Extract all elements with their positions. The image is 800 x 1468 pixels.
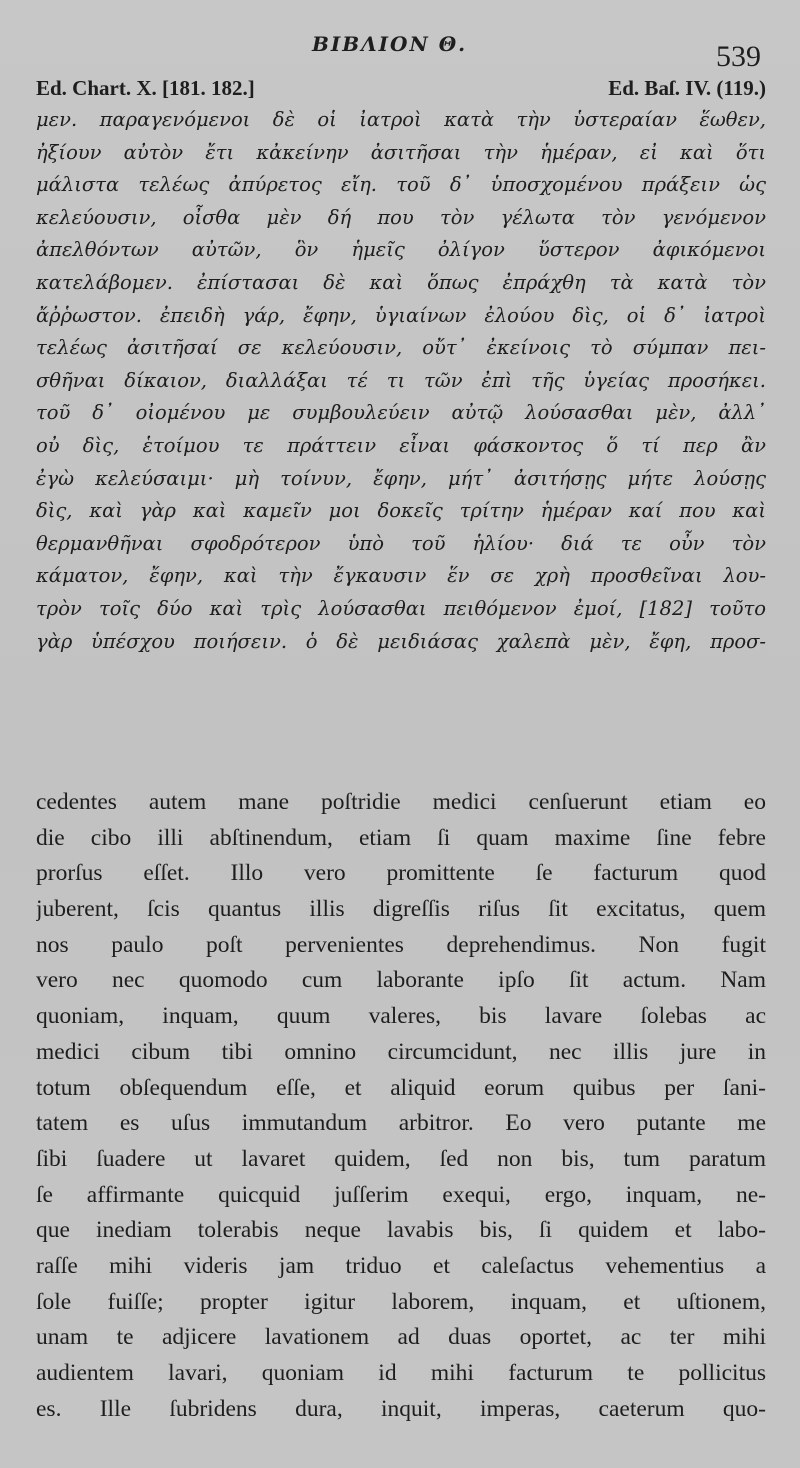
greek-line: μεν. παραγενόμενοι δὲ οἱ ἰατροὶ κατὰ τὴν ὑστεραίαν ἕωθεν, xyxy=(36,108,766,131)
greek-line: σθῆναι δίκαιον, διαλλάξαι τέ τι τῶν ἐπὶ τῆς ὑγείας προσήκει. xyxy=(36,368,766,392)
latin-translation-block xyxy=(36,785,766,1427)
greek-line: οὐ δὶς, ἑτοίμου τε πράττειν εἶναι φάσκοντος ὅ τί περ ἂν xyxy=(36,433,766,457)
greek-line: γὰρ ὑπέσχου ποιήσειν. ὁ δὲ μειδιάσας χαλεπὰ μὲν, ἔφη, προσ- xyxy=(36,629,766,653)
greek-line: τρὸν τοῖς δύο καὶ τρὶς λούσασθαι πειθόμενον ἐμοί, [182] τοῦτο xyxy=(36,596,766,620)
greek-line: ἀπελθόντων αὐτῶν, ὃν ἡμεῖς ὀλίγον ὕστερον ἀφικόμενοι xyxy=(36,238,766,262)
greek-line: κελεύουσιν, οἶσθα μὲν δή που τὸν γέλωτα τὸν γενόμενον xyxy=(36,205,766,229)
greek-line: τοῦ δ᾿ οἰομένου με συμβουλεύειν αὐτῷ λούσασθαι μὲν, ἀλλ᾿ xyxy=(36,401,766,425)
greek-line: θερμανθῆναι σφοδρότερον ὑπὸ τοῦ ἡλίου· διά τε οὖν τὸν xyxy=(36,531,766,555)
latin-line: juberent, ſcis quantus illis digreſſis riſus ſit excitatus, quem xyxy=(36,896,766,923)
latin-line: prorſus eſſet. Illo vero promittente ſe facturum quod xyxy=(36,860,766,887)
latin-line: que inediam tolerabis neque lavabis bis, ſi quidem et labo- xyxy=(36,1217,766,1244)
latin-line: nos paulo poſt pervenientes deprehendimus. Non fugit xyxy=(36,931,766,958)
latin-line: tatem es uſus immutandum arbitror. Eo vero putante me xyxy=(36,1110,766,1137)
greek-line: ἠξίουν αὐτὸν ἔτι κἀκείνην ἀσιτῆσαι τὴν ἡμέραν, εἰ καὶ ὅτι xyxy=(36,140,766,164)
edition-reference-line xyxy=(36,76,766,102)
latin-line: totum obſequendum eſſe, et aliquid eorum quibus per ſani- xyxy=(36,1074,766,1101)
greek-text-block xyxy=(36,104,766,658)
book-title: BIBΛΙΟΝ Θ. xyxy=(312,32,468,56)
latin-line: cedentes autem mane poſtridie medici cenſuerunt etiam eo xyxy=(36,789,766,815)
latin-line: die cibo illi abſtinendum, etiam ſi quam maxime ſine febre xyxy=(36,824,766,851)
running-head xyxy=(0,30,800,73)
greek-line: ἄῤῥωστον. ἐπειδὴ γάρ, ἔφην, ὑγιαίνων ἐλούου δὶς, οἱ δ᾿ ἰατροὶ xyxy=(36,303,766,327)
latin-line: ſole fuiſſe; propter igitur laborem, inquam, et uſtionem, xyxy=(36,1288,766,1315)
latin-line: es. Ille ſubridens dura, inquit, imperas, caeterum quo- xyxy=(36,1395,766,1422)
latin-line: ſibi ſuadere ut lavaret quidem, ſed non bis, tum paratum xyxy=(36,1145,766,1172)
latin-line: quoniam, inquam, quum valeres, bis lavare ſolebas ac xyxy=(36,1003,766,1030)
greek-line: μάλιστα τελέως ἀπύρετος εἴη. τοῦ δ᾿ ὑποσχομένου πράξειν ὡς xyxy=(36,173,766,197)
greek-line: τελέως ἀσιτῆσαί σε κελεύουσιν, οὔτ᾿ ἐκείνοις τὸ σύμπαν πει- xyxy=(36,336,766,360)
latin-line: raſſe mihi videris jam triduo et caleſactus vehementius a xyxy=(36,1252,766,1279)
greek-line: δὶς, καὶ γὰρ καὶ καμεῖν μοι δοκεῖς τρίτην ἡμέραν καί που καὶ xyxy=(36,499,766,523)
greek-line: κατελάβομεν. ἐπίστασαι δὲ καὶ ὅπως ἐπράχθη τὰ κατὰ τὸν xyxy=(36,270,766,294)
greek-line: κάματον, ἔφην, καὶ τὴν ἔγκαυσιν ἕν σε χρὴ προσθεῖναι λου- xyxy=(36,564,766,588)
greek-line: ἐγὼ κελεύσαιμι· μὴ τοίνυν, ἔφην, μήτ᾿ ἀσιτήσῃς μήτε λούσῃς xyxy=(36,466,766,490)
edition-basel-reference: Ed. Baſ. IV. (119.) xyxy=(608,76,766,100)
latin-line: unam te adjicere lavationem ad duas oportet, ac ter mihi xyxy=(36,1324,766,1351)
latin-line: medici cibum tibi omnino circumcidunt, nec illis jure in xyxy=(36,1038,766,1065)
latin-line: ſe affirmante quicquid juſſerim exequi, ergo, inquam, ne- xyxy=(36,1181,766,1208)
latin-line: audientem lavari, quoniam id mihi facturum te pollicitus xyxy=(36,1360,766,1386)
edition-chartier-reference: Ed. Chart. X. [181. 182.] xyxy=(36,76,255,100)
page-number: 539 xyxy=(716,40,761,73)
latin-line: vero nec quomodo cum laborante ipſo ſit actum. Nam xyxy=(36,967,766,994)
